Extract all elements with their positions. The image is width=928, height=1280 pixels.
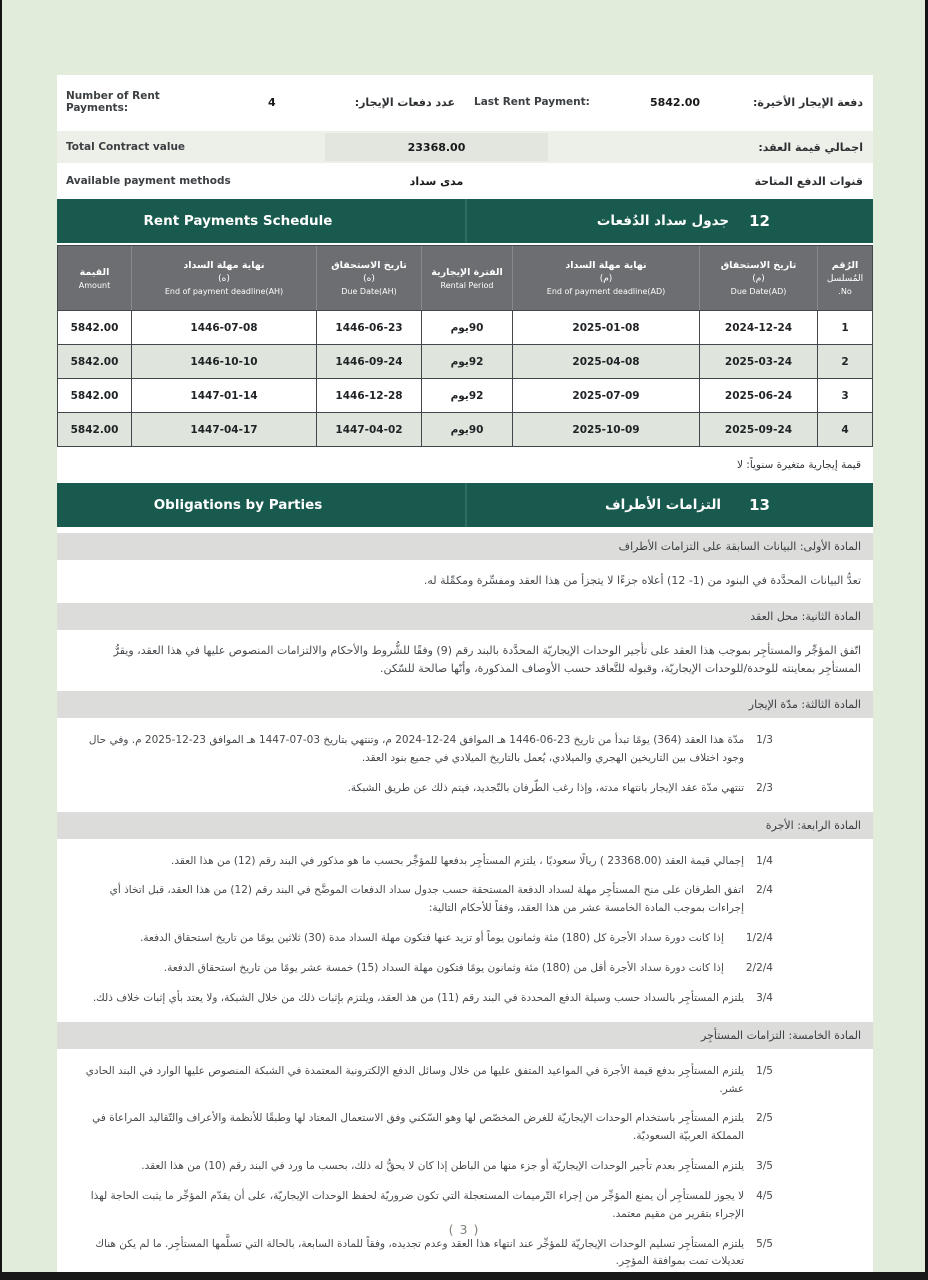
clause-text: يلتزم المستأجِر بالسداد حسب وسيلة الدفع المحددة في البند رقم (11) من هذ العقد، ويلتزم بإثبات ذلك من خلال الشبكة، ولا يعتد بأي إثبات خلاف ذلك. <box>92 991 745 1004</box>
clause-text: اتفق الطرفان على منح المستأجِر مهلة لسداد الدفعة المستحقة حسب جدول سداد الدفعات الموضَّح في البند رقم (12) من هذا العقد، قبل اتخاذ أي إجراءات بموجب المادة الخامسة عشر من هذا العقد، وفقاً للأحكام التالية: <box>109 884 745 915</box>
cell-amount: 5842.00 <box>70 355 119 368</box>
section-header-obligations <box>57 483 873 527</box>
article-heading: المادة الثالثة: مدّة الإيجار <box>57 691 873 718</box>
payments-table-header <box>58 246 872 310</box>
column-header-due-date-ah <box>316 246 421 310</box>
clause-text: لا يجوز للمستأجِر أن يمنع المؤجِّر من إجراء التّرميمات المستعجلة التي تكون ضروريّة لحفظ الوحدات الإيجاريّة، على أن يقدّم المؤجِّر ما يثبت الحاجة لهذا الإجراء بتقرير من مقيم معتمد. <box>90 1189 745 1220</box>
cell-rental-period: 90يوم <box>421 311 512 344</box>
total-value-label-en: Total Contract value <box>66 141 186 153</box>
cell-no: 2 <box>817 345 872 378</box>
cell-no: 4 <box>817 413 872 446</box>
column-header-amount <box>58 246 131 310</box>
cell-due-date-ah: 1446-06-23 <box>316 311 421 344</box>
sub-clause <box>71 924 773 954</box>
article-clauses <box>57 724 873 806</box>
clause-number: 1/3 <box>756 734 773 747</box>
cell-due-date-ad: 2025-06-24 <box>699 379 817 412</box>
section-header-rent-schedule <box>57 199 873 243</box>
last-payment-label-en: Last Rent Payment: <box>474 96 590 108</box>
contract-page-body <box>57 75 873 1279</box>
clause-number: 2/3 <box>756 781 773 794</box>
section-number: 13 <box>749 496 770 514</box>
clause <box>71 726 773 774</box>
cell-no: 1 <box>817 311 872 344</box>
clause-text: يلتزم المستأجِر بعدم تأجير الوحدات الإيجاريّة أو جزء منها من الباطن إذا كان لا يحقُّ له ذلك، بحسب ما ورد في البند رقم (10) من هذا العقد. <box>141 1160 745 1173</box>
cell-deadline-ah: 1446-10-10 <box>131 345 316 378</box>
col-sub: المُسلسل <box>826 274 864 284</box>
cell-due-date-ad: 2025-09-24 <box>699 413 817 446</box>
num-payments-label-ar: عدد دفعات الإيجار: <box>354 95 455 109</box>
col-ar: تاريخ الاستحقاق <box>331 260 407 271</box>
col-en: Due Date(AH) <box>341 287 397 296</box>
col-en: End of payment deadline(AH) <box>164 287 284 296</box>
article-clauses <box>57 1055 873 1280</box>
clause <box>71 774 773 804</box>
cell-deadline-ad: 2025-07-09 <box>512 379 699 412</box>
cell-due-date-ah: 1447-04-02 <box>316 413 421 446</box>
cell-amount: 5842.00 <box>70 321 119 334</box>
col-en: End of payment deadline(AD) <box>546 287 666 296</box>
cell-deadline-ad: 2025-01-08 <box>512 311 699 344</box>
col-ar: الرُقم <box>831 260 859 271</box>
article-body: اتّفق المؤجِّر والمستأجِر بموجب هذا العقد على تأجير الوحدات الإيجاريّة المحدَّدة بالبند رقم (9) وفقًا للشُّروط والأحكام والالتزامات المنصوص عليها في هذا العقد، ويقرُّ المستأجِر بمعاينته للوحدة/للوحدات الإيجاريّة، وقبوله للتَّعاقد حسب الأوصاف المذكورة، وأنّها صالحة للسّكن. <box>113 643 861 676</box>
section-number: 12 <box>749 212 770 230</box>
clause-number: 1/2/4 <box>745 932 773 945</box>
section-title-en: Rent Payments Schedule <box>143 213 333 229</box>
cell-due-date-ah: 1446-12-28 <box>316 379 421 412</box>
clause-text: مدّة هذا العقد (364) يومًا تبدأ من تاريخ 23-06-1446 هـ الموافق 24-12-2024 م، وتنتهي بتاريخ 03-07-1447 هـ الموافق 23-12-2025 م. وفي حال وجود اختلاف بين التاريخين الهجري والميلادي، يُعمل بالتاريخ الميلادي في جميع بنود العقد. <box>88 734 745 764</box>
clause-number: 2/2/4 <box>745 961 773 974</box>
num-payments-label-en: Number of Rent Payments: <box>66 90 160 114</box>
clause-number: 2/4 <box>756 884 773 897</box>
table-row <box>58 378 872 412</box>
cell-due-date-ad: 2025-03-24 <box>699 345 817 378</box>
cell-deadline-ah: 1447-01-14 <box>131 379 316 412</box>
clause-text: يلتزم المستأجِر بدفع قيمة الأجرة في المواعيد المتفق عليها من خلال وسائل الدفع الإلكترونية المعتمدة في الشبكة المنصوص عليها الوارد في البند الحادي عشر. <box>85 1064 745 1095</box>
clause-text: يلتزم المستأجِر باستخدام الوحدات الإيجاريّة للغرض المخصّص لها وهو السّكني وفق الاستعمال المعتاد لها وطبقًا للأنظمة والأعراف والتّقاليد المراعاة في المملكة العربيّة السعوديّة. <box>92 1112 745 1143</box>
cell-rental-period: 92يوم <box>421 379 512 412</box>
total-value-amount: 23368.00 <box>325 133 548 161</box>
clause-text: إجمالي قيمة العقد (23368.00 ) ريالًا سعوديًا ، يلتزم المستأجِر بدفعها للمؤجِّر بحسب ما هو مذكور في البند رقم (12) من هذا العقد. <box>170 854 745 867</box>
last-payment-field <box>465 75 873 129</box>
cell-deadline-ad: 2025-10-09 <box>512 413 699 446</box>
article-heading: المادة الخامسة: التزامات المستأجِر <box>57 1022 873 1049</box>
clause-number: 3/5 <box>756 1160 773 1173</box>
cell-no: 3 <box>817 379 872 412</box>
screen-edge-left <box>0 0 2 1280</box>
col-ar: نهاية مهلة السداد <box>565 260 647 271</box>
payment-methods-label-en: Available payment methods <box>66 175 231 187</box>
clause-number: 1/4 <box>756 854 773 867</box>
clause-number: 2/5 <box>756 1112 773 1125</box>
screen-edge-bottom <box>0 1272 928 1280</box>
cell-due-date-ad: 2024-12-24 <box>699 311 817 344</box>
payment-methods-value: مدى سداد <box>409 174 464 188</box>
col-en: Amount <box>78 280 111 290</box>
clause <box>71 1057 773 1105</box>
col-sub: (م) <box>752 274 765 284</box>
clause <box>71 876 773 924</box>
payment-methods-label-ar: قنوات الدفع المتاحة <box>754 174 863 188</box>
cell-rental-period: 90يوم <box>421 413 512 446</box>
col-sub: (م) <box>599 274 613 284</box>
column-header-deadline-ah <box>131 246 316 310</box>
cell-deadline-ah: 1446-07-08 <box>131 311 316 344</box>
page-number: ( 3 ) <box>448 1222 480 1237</box>
section-title-ar: جدول سداد الدُفعات <box>596 213 730 229</box>
col-sub: (ه) <box>363 274 375 284</box>
total-value-label-ar: اجمالي قيمة العقد: <box>758 140 863 154</box>
col-ar: الفترة الإيجارية <box>431 266 503 278</box>
section-title-en: Obligations by Parties <box>153 497 323 513</box>
cell-rental-period: 92يوم <box>421 345 512 378</box>
cell-deadline-ad: 2025-04-08 <box>512 345 699 378</box>
summary-row-payment-methods <box>57 165 873 199</box>
clause-number: 4/5 <box>756 1189 773 1202</box>
sub-clause <box>71 954 773 984</box>
clause-text: يلتزم المستأجِر تسليم الوحدات الإيجاريّة للمؤجِّر عند انتهاء هذا العقد وعدم تجديده، وفقاً للمادة السابعة، بالحالة التي تسلَّمها المستأجِر. ما لم يكن هناك تعديلات تمت بموافقة المؤجِر. <box>95 1237 745 1268</box>
clause-number: 5/5 <box>756 1237 773 1250</box>
col-en: Due Date(AD) <box>730 287 787 296</box>
clause <box>71 847 773 877</box>
article-heading: المادة الثانية: محل العقد <box>57 603 873 630</box>
section-title-ar: التزامات الأطراف <box>604 497 722 513</box>
clause-number: 1/5 <box>756 1064 773 1077</box>
col-ar: نهاية مهلة السداد <box>183 260 265 271</box>
article-clauses <box>57 845 873 1016</box>
table-row <box>58 344 872 378</box>
num-payments-value: 4 <box>268 95 276 109</box>
clause <box>71 984 773 1014</box>
cell-deadline-ah: 1447-04-17 <box>131 413 316 446</box>
column-header-deadline-ad <box>512 246 699 310</box>
col-sub: (ه) <box>218 274 230 284</box>
column-header-rental-period <box>421 246 512 310</box>
clause <box>71 1152 773 1182</box>
last-payment-value: 5842.00 <box>649 95 701 109</box>
section-title-ar-wrap <box>467 199 873 243</box>
clause-number: 3/4 <box>756 991 773 1004</box>
article-heading: المادة الرابعة: الأجرة <box>57 812 873 839</box>
column-header-no <box>817 246 872 310</box>
col-ar: القيمة <box>79 266 110 278</box>
summary-row-payments <box>57 75 873 131</box>
last-payment-label-ar: دفعة الإيجار الأخيرة: <box>753 95 863 109</box>
payments-table <box>57 245 873 447</box>
article-heading: المادة الأولى: البيانات السابقة على التزامات الأطراف <box>57 533 873 560</box>
variable-rent-note: قيمة إيجارية متغيرة سنوياً: لا <box>57 451 873 478</box>
col-en: .No <box>838 287 852 296</box>
section-title-ar-wrap <box>467 483 873 527</box>
column-header-due-date-ad <box>699 246 817 310</box>
num-payments-field <box>57 75 465 129</box>
cell-due-date-ah: 1446-09-24 <box>316 345 421 378</box>
cell-amount: 5842.00 <box>70 423 119 436</box>
table-row <box>58 412 872 446</box>
clause-text: إذا كانت دورة سداد الأجرة أقل من (180) مئة وثمانون يومًا فتكون مهلة السداد (15) خمسة عشر يومًا من تاريخ استحقاق الدفعة. <box>163 961 724 974</box>
clause-text: تنتهي مدّة عقد الإيجار بانتهاء مدته، وإذا رغب الطّرفان بالتّجديد، فيتم ذلك عن طريق الشبكة. <box>347 781 745 794</box>
summary-row-total-value <box>57 131 873 165</box>
cell-amount: 5842.00 <box>70 389 119 402</box>
clause-text: إذا كانت دورة سداد الأجرة كل (180) مئة وثمانون يوماً أو تزيد عنها فتكون مهلة السداد مدة (30) ثلاثين يومًا من تاريخ استحقاق الدفعة. <box>140 932 724 945</box>
table-row <box>58 310 872 344</box>
col-ar: تاريخ الاستحقاق <box>720 260 797 271</box>
clause <box>71 1104 773 1152</box>
col-en: Rental Period <box>440 280 494 290</box>
article-body: تعدُّ البيانات المحدَّدة في البنود من (1- 12) أعلاه جزءًا لا يتجزأ من هذا العقد ومفسِّرة ومكمِّلة له. <box>423 574 861 587</box>
